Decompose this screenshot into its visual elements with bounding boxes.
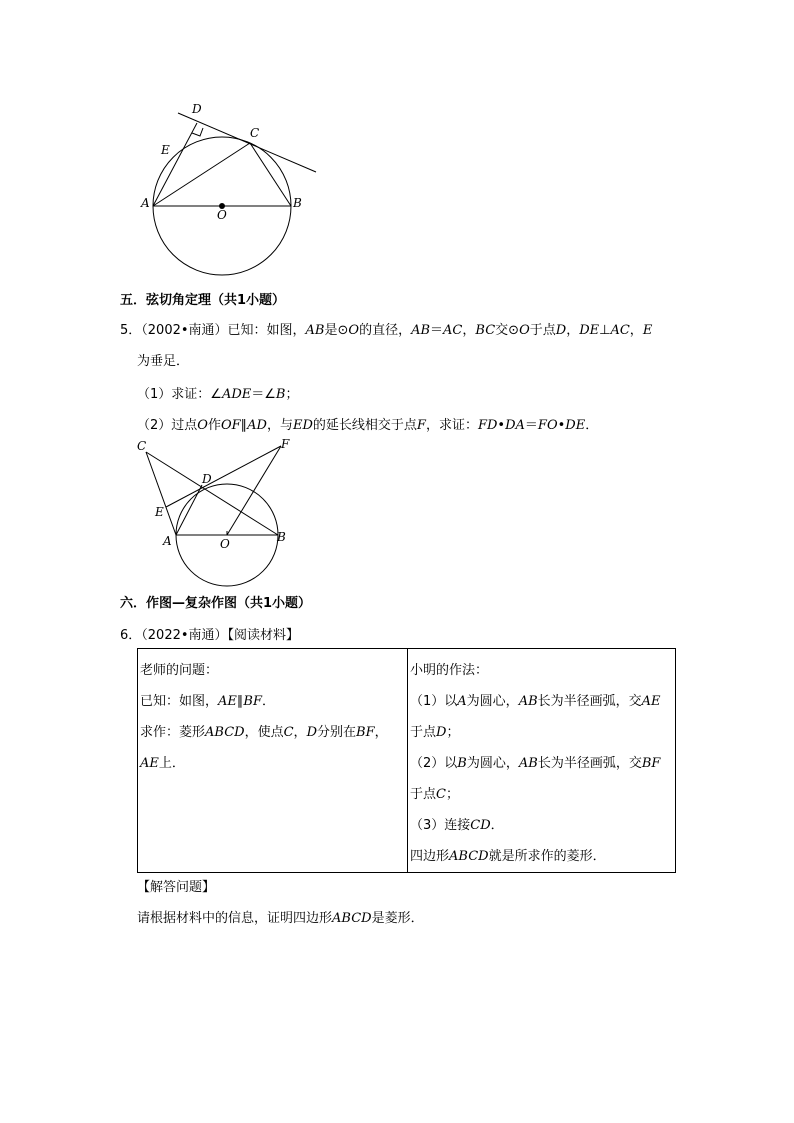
q5-text: AC	[610, 323, 630, 338]
q5-text: ∥	[240, 418, 248, 433]
reading-material-table	[137, 648, 676, 873]
q6-text: C	[283, 725, 294, 740]
q6-text: D	[436, 725, 447, 740]
q5-text: F	[416, 418, 426, 433]
q5-text: FD	[477, 418, 498, 433]
q5-text: BC	[475, 323, 496, 338]
q5-text: ，	[629, 323, 643, 338]
section-5-heading: 五．弦切角定理（共1小题）	[120, 293, 286, 308]
q6-text: ∥	[236, 694, 244, 709]
q5-text: FO	[537, 418, 558, 433]
q5-line-2: 为垂足．	[137, 354, 190, 369]
q6-text: ABCD	[205, 725, 245, 740]
q5-text: 作	[207, 418, 221, 433]
q5-text: DE	[579, 323, 600, 338]
method-line-6	[410, 810, 673, 841]
q5-text: （2）过点	[137, 418, 198, 433]
xiaoming-method-cell	[408, 649, 676, 873]
line-ca	[146, 452, 176, 535]
q6-text: 分别在	[317, 725, 357, 740]
q6-text: ；	[446, 725, 460, 740]
q6-text: 四边形	[410, 849, 450, 864]
label-o: O	[217, 208, 227, 222]
q5-text: D	[555, 323, 567, 338]
label-d: D	[192, 102, 202, 116]
q6-text: 求作：菱形	[140, 725, 206, 740]
line-cb	[146, 452, 278, 535]
q6-text: AB	[518, 756, 538, 771]
q6-text: C	[436, 787, 446, 802]
q6-text: ，使点	[244, 725, 284, 740]
q6-text: AE	[140, 756, 159, 771]
label-a: A	[141, 196, 150, 210]
q5-text: AD	[247, 418, 267, 433]
q6-text: 就是所求作的菱形．	[488, 849, 606, 864]
q5-text: ADE	[221, 387, 252, 402]
q6-text: 于点	[410, 787, 437, 802]
q6-text: AE	[218, 694, 237, 709]
q6-text: A	[457, 694, 467, 709]
q5-text: DA	[505, 418, 525, 433]
q5-text: B	[275, 387, 286, 402]
q5-text: ，求证：	[425, 418, 478, 433]
q5-text: 的直径，	[359, 323, 412, 338]
q6-text: （2）以	[410, 756, 458, 771]
q5-text: ＝	[430, 323, 444, 338]
label-f: F	[281, 437, 290, 451]
q6-text: 长为半径画弧，交	[537, 756, 642, 771]
q6-text: BF	[641, 756, 661, 771]
q5-text: •	[557, 418, 566, 433]
q5-text: 的延长线相交于点	[312, 418, 417, 433]
label-c: C	[137, 439, 147, 453]
q5-text: ED	[292, 418, 313, 433]
q6-text: B	[457, 756, 467, 771]
q5-text: O	[519, 323, 530, 338]
q5-text: 是⊙	[324, 323, 349, 338]
teacher-line-3	[140, 717, 405, 748]
q5-text: OF	[220, 418, 241, 433]
q6-text: BF	[243, 694, 262, 709]
q5-text: DE	[565, 418, 586, 433]
q5-text: ，	[566, 323, 580, 338]
q5-text: ⊥	[599, 323, 611, 338]
q6-text: 已知：如图，	[140, 694, 219, 709]
q6-text: （1）以	[410, 694, 458, 709]
label-e: E	[155, 505, 164, 519]
q6-text: 长为半径画弧，交	[537, 694, 642, 709]
q5-text: 5．（2002•南通）已知：如图，	[120, 323, 306, 338]
line-of	[227, 446, 281, 535]
label-c: C	[250, 126, 260, 140]
q6-text: CD	[470, 818, 491, 833]
q5-text: E	[642, 323, 653, 338]
q6-text: BF	[356, 725, 375, 740]
q5-text: AC	[443, 323, 463, 338]
q6-text: AE	[641, 694, 661, 709]
q6-text: ABCD	[332, 911, 372, 926]
q6-text: 是菱形．	[371, 911, 424, 926]
label-d: D	[202, 472, 212, 486]
q6-text: ．	[261, 694, 275, 709]
method-line-2	[410, 686, 673, 717]
q5-text: O	[197, 418, 208, 433]
method-line-7	[410, 841, 673, 872]
q6-text: 为圆心，	[466, 756, 519, 771]
q6-text: 上．	[158, 756, 185, 771]
q5-text: ．	[585, 418, 599, 433]
section-6-heading: 六．作图—复杂作图（共1小题）	[120, 596, 312, 611]
method-line-5	[410, 779, 673, 810]
q5-text: ；	[285, 387, 299, 402]
q6-text: ABCD	[449, 849, 489, 864]
label-e: E	[161, 143, 170, 157]
teacher-line-1: 老师的问题：	[140, 663, 219, 678]
q5-text: （1）求证：∠	[137, 387, 222, 402]
q5-text: ，	[462, 323, 476, 338]
q6-text: ，	[293, 725, 307, 740]
q6-text: D	[306, 725, 317, 740]
q5-text: •	[497, 418, 506, 433]
teacher-line-4	[140, 748, 405, 779]
teacher-question-cell	[138, 649, 408, 873]
q6-text: ，	[374, 725, 388, 740]
q5-text: O	[348, 323, 360, 338]
label-a: A	[163, 534, 172, 548]
q6-intro: 6．（2022•南通）【阅读材料】	[120, 628, 300, 643]
q5-text: ，与	[266, 418, 293, 433]
method-line-4	[410, 748, 673, 779]
q5-text: 交⊙	[495, 323, 520, 338]
q6-text: （3）连接	[410, 818, 471, 833]
method-line-3	[410, 717, 673, 748]
q6-text: 请根据材料中的信息，证明四边形	[137, 911, 333, 926]
answer-prompt	[137, 907, 424, 926]
q6-text: 于点	[410, 725, 437, 740]
line-ad	[176, 485, 202, 535]
line-ef	[166, 446, 281, 507]
method-line-1: 小明的作法：	[410, 663, 489, 678]
q5-text: AB	[411, 323, 431, 338]
q6-text: ．	[490, 818, 504, 833]
label-o: O	[220, 537, 230, 551]
q5-text: 于点	[529, 323, 556, 338]
q6-text: ；	[445, 787, 459, 802]
label-b: B	[293, 196, 302, 210]
answer-heading: 【解答问题】	[137, 880, 216, 895]
teacher-line-2	[140, 686, 405, 717]
q5-text: ＝	[524, 418, 538, 433]
label-b: B	[277, 530, 286, 544]
q5-text: AB	[305, 323, 325, 338]
q6-text: AB	[518, 694, 538, 709]
q6-text: 为圆心，	[466, 694, 519, 709]
q5-text: ＝∠	[251, 387, 276, 402]
